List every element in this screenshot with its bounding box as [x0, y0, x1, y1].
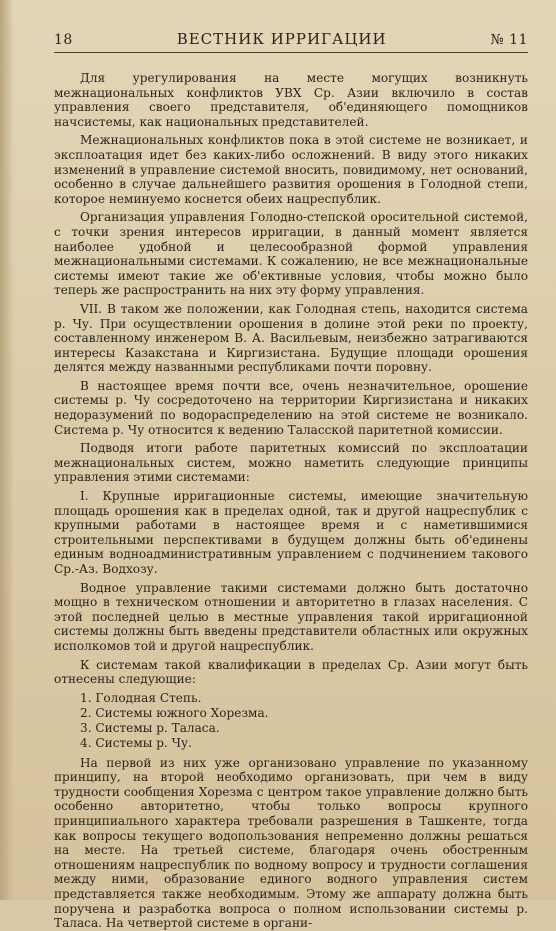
- paragraph: Организация управления Голодно-степской оросительной системой, с точки зрения интересов ирригации, в данный момент является наиболее удобной и целесообразной формой управления межнациональными системами. К сожалению, не все межнациональные системы имеют такие же об'ективные условия, чтобы можно было теперь же распространить на них эту форму управления.: [54, 210, 528, 298]
- paragraph: I. Крупные ирригационные системы, имеющие значительную площадь орошения как в пределах одной, так и другой нацреспублик с крупными работами в настоящее время и с наметившимися строительными перспективами в будущем должны быть об'единены единым водноадминистративным управлением с подчинением такового Ср.-Аз. Водхозу.: [54, 489, 528, 576]
- paragraph: На первой из них уже организовано управление по указанному принципу, на второй необходимо организовать, при чем в виду трудности сообщения Хорезма с центром такое управление должно быть особенно авторитетно, чтобы только вопросы крупного принципиального характера требовали разрешения в Ташкенте, тогда как вопросы текущего водопользования непременно должны решаться на месте. На третьей системе, благодаря очень обостренным отношениям нацреспублик по водному вопросу и трудности соглашения между ними, образование единого водного управления систем представляется также необходимым. Этому же аппарату должна быть поручена и разработка вопроса о полном использовании системы р. Таласа. На четвертой системе в органи-: [54, 755, 528, 931]
- list-item: 2. Системы южного Хорезма.: [80, 705, 269, 720]
- paragraph: Межнациональных конфликтов пока в этой системе не возникает, и эксплоатация идет без каких-либо осложнений. В виду этого никаких изменений в управление системой вносить, повидимому, нет оснований, особенно в случае дальнейшего развития орошения в Голодной степи, которое неминуемо коснется обеих нацреспублик.: [54, 133, 528, 206]
- journal-title: ВЕСТНИК ИРРИГАЦИИ: [176, 30, 387, 48]
- list-item: 4. Системы р. Чу.: [80, 736, 192, 751]
- systems-list: [80, 691, 528, 752]
- page-header: [54, 30, 528, 53]
- paragraph: Для урегулирования на месте могущих возникнуть межнациональных конфликтов УВХ Ср. Азии включило в состав управления своего представителя, об'единяющего помощников начсистемы, как национальных представителей.: [54, 71, 528, 129]
- page-number: 18: [54, 32, 73, 48]
- paragraph: Водное управление такими системами должно быть достаточно мощно в техническом отношении и авторитетно в глазах населения. С этой последней целью в местные управления такой ирригационной системы должны быть введены представители областных или окружных исполкомов той и другой нацреспублик.: [54, 580, 528, 653]
- list-item: 3. Системы р. Таласа.: [80, 721, 220, 736]
- issue-number: № 11: [490, 32, 528, 48]
- paragraph: VII. В таком же положении, как Голодная степь, находится система р. Чу. При осуществлении орошения в долине этой реки по проекту, составленному инженером В. А. Васильевым, неизбежно затрагиваются интересы Казакстана и Киргизистана. Будущие площади орошения делятся между названными республиками почти поровну.: [54, 301, 528, 375]
- paragraph: В настоящее время почти все, очень незначительное, орошение системы р. Чу сосредоточено на территории Киргизистана и никаких недоразумений по водораспределению на этой системе не возникало. Система р. Чу относится к ведению Таласской паритетной комиссии.: [54, 378, 528, 437]
- paragraph: Подводя итоги работе паритетных комиссий по эксплоатации межнациональных систем, можно наметить следующие принципы управления этими системами:: [54, 441, 528, 485]
- body-text: [54, 71, 528, 931]
- paragraph: К системам такой квалификации в пределах Ср. Азии могут быть отнесены следующие:: [54, 657, 528, 687]
- list-item: 1. Голодная Степь.: [80, 690, 202, 705]
